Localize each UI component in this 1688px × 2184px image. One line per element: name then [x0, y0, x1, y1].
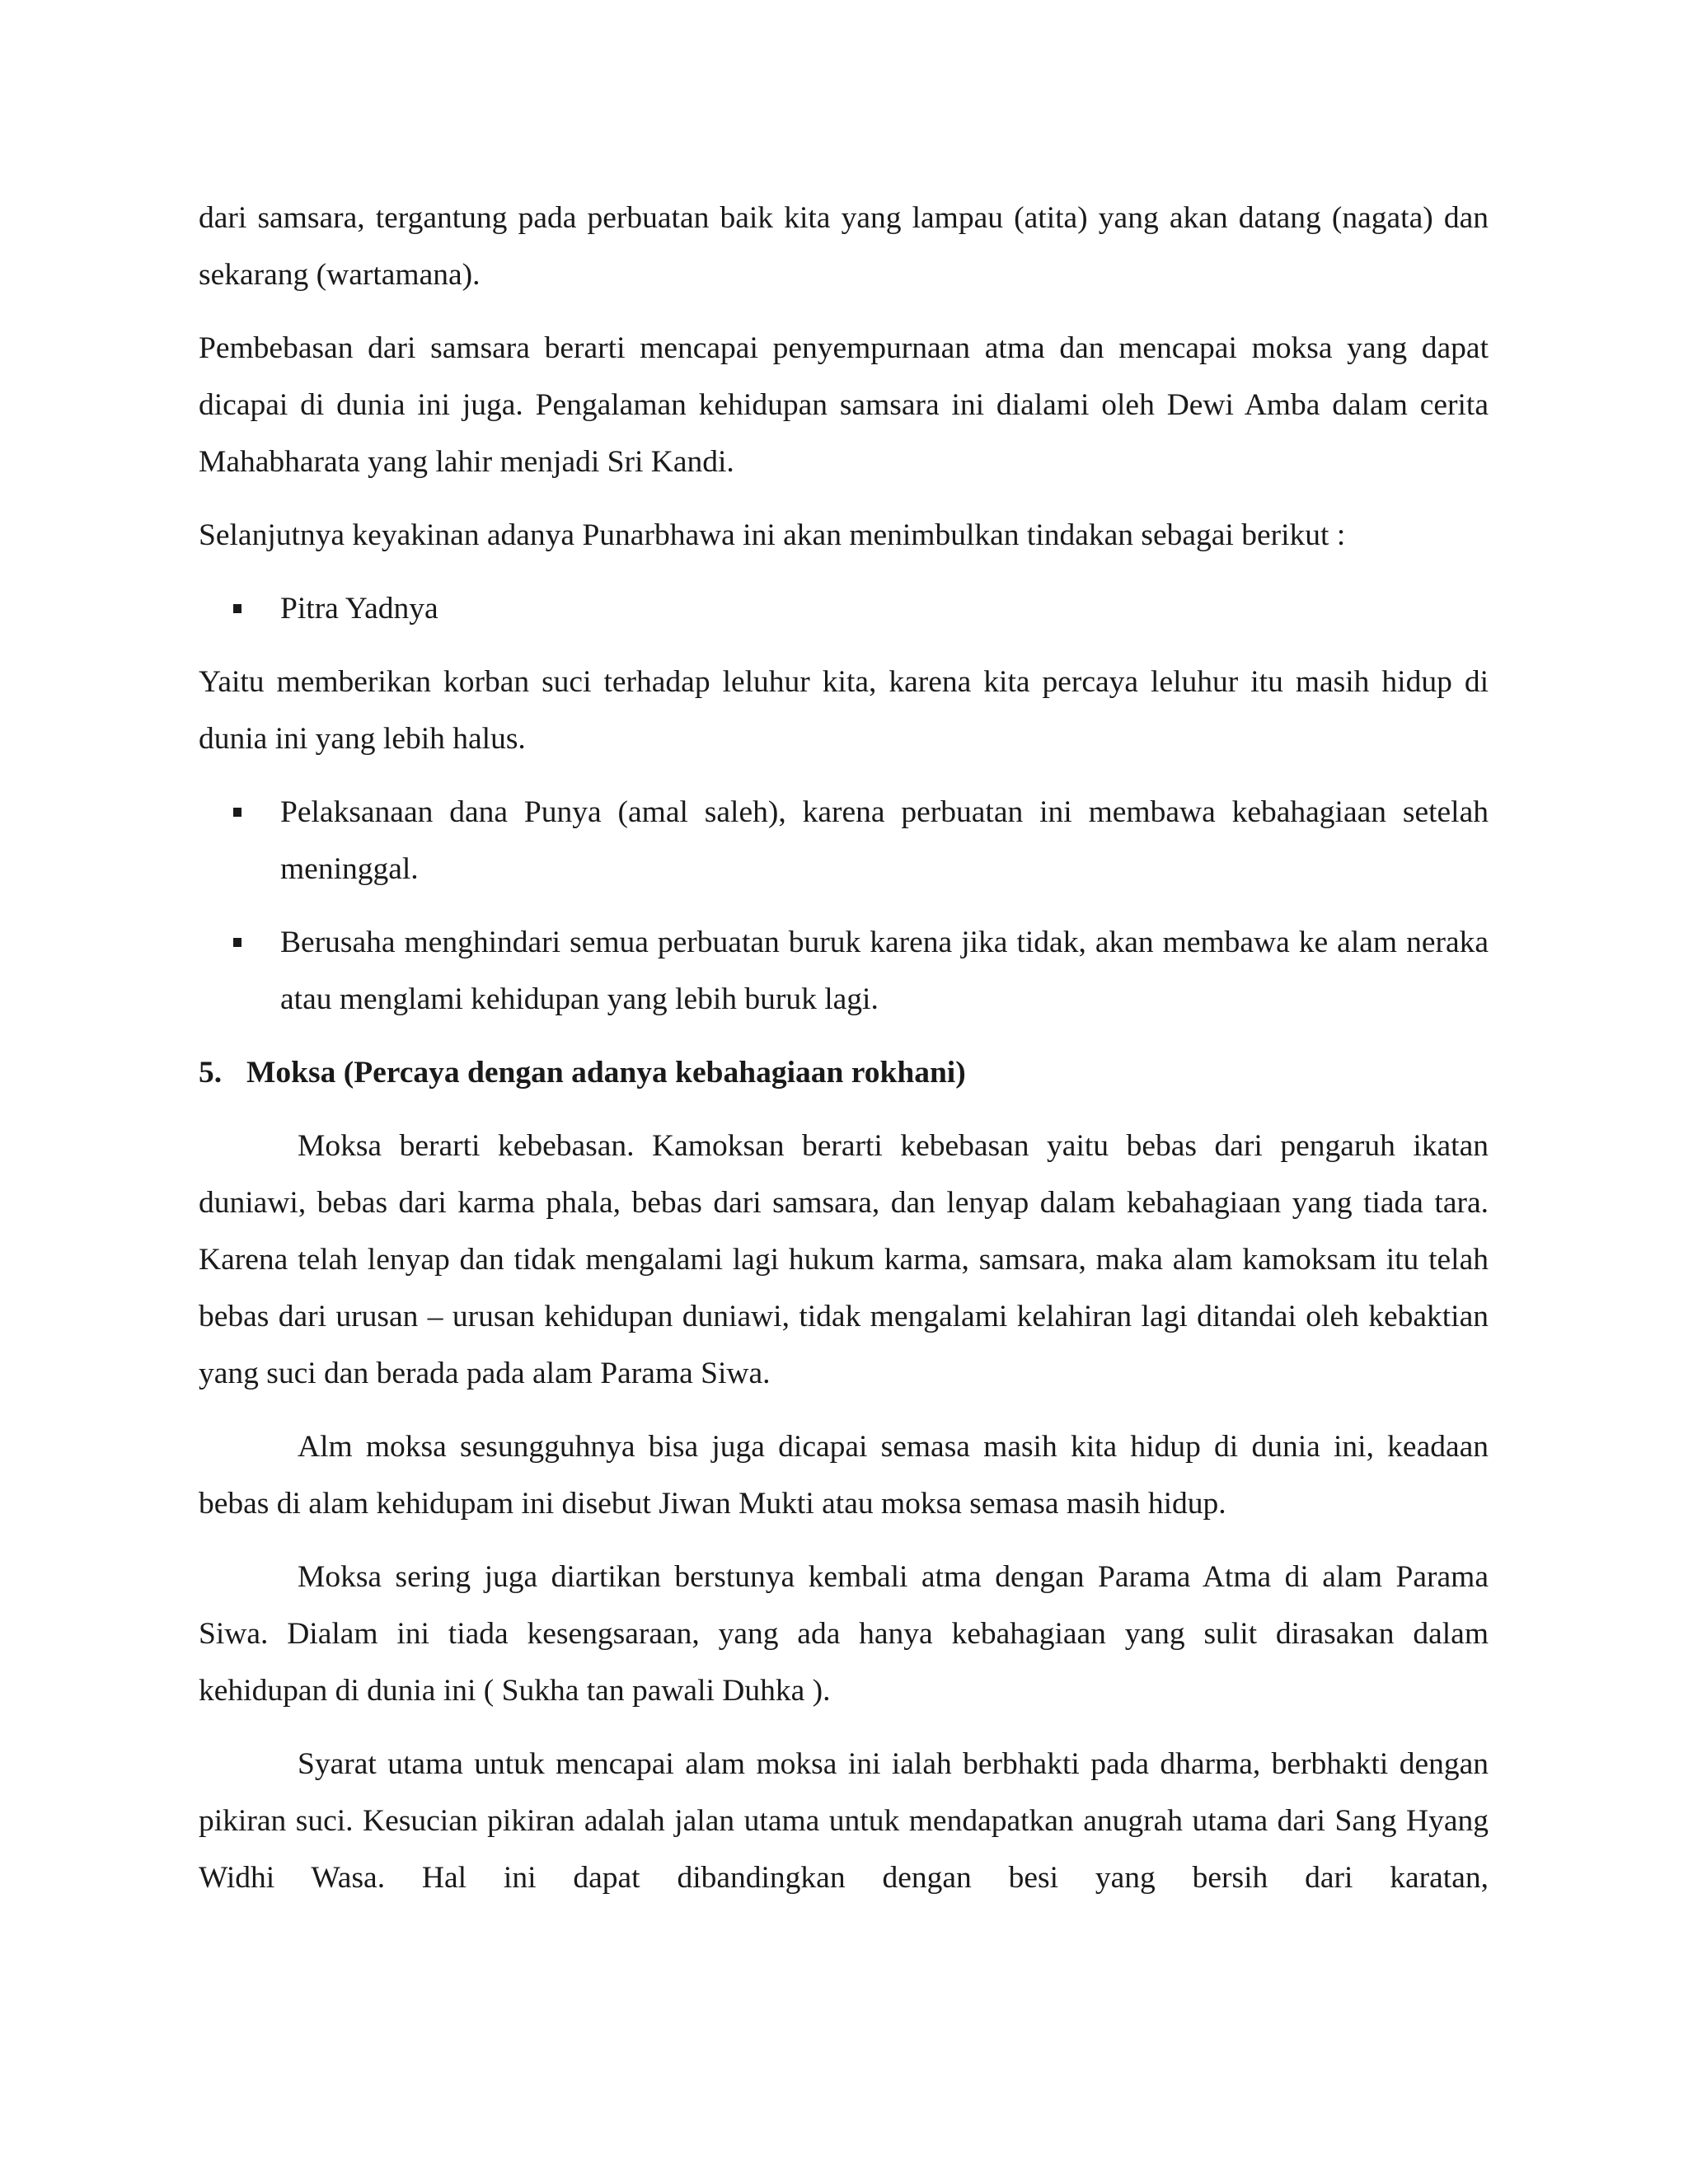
paragraph: Yaitu memberikan korban suci terhadap leluhur kita, karena kita percaya leluhur itu masih hidup di dunia ini yang lebih halus. — [199, 665, 1489, 756]
paragraph: Alm moksa sesungguhnya bisa juga dicapai semasa masih kita hidup di dunia ini, keadaan bebas di alam kehidupam ini disebut Jiwan Mukti atau moksa semasa masih hidup. — [199, 1430, 1489, 1521]
square-bullet-icon — [233, 808, 241, 817]
section-title: Moksa (Percaya dengan adanya kebahagiaan rokhani) — [246, 1056, 966, 1090]
paragraph: Moksa sering juga diartikan berstunya kembali atma dengan Parama Atma di alam Parama Siwa. Dialam ini tiada kesengsaraan, yang ada hanya kebahagiaan yang sulit dirasakan dalam kehidupan di dunia ini ( Sukha tan pawali Duhka ). — [199, 1560, 1489, 1708]
list-item — [199, 580, 1489, 637]
list-item-text: Pitra Yadnya — [280, 592, 438, 626]
square-bullet-icon — [233, 938, 241, 947]
square-bullet-icon — [233, 604, 241, 613]
paragraph: Syarat utama untuk mencapai alam moksa ini ialah berbhakti pada dharma, berbhakti dengan pikiran suci. Kesucian pikiran adalah jalan utama untuk mendapatkan anugrah utama dari Sang Hyang Widhi Wasa. Hal ini dapat dibandingkan dengan besi yang bersih dari karatan, — [199, 1747, 1489, 1895]
paragraph: Selanjutnya keyakinan adanya Punarbhawa ini akan menimbulkan tindakan sebagai berikut : — [199, 518, 1346, 552]
section-number: 5. — [199, 1056, 223, 1090]
document-body — [199, 190, 1489, 1923]
list-item — [199, 914, 1489, 1028]
paragraph: dari samsara, tergantung pada perbuatan baik kita yang lampau (atita) yang akan datang (nagata) dan sekarang (wartamana). — [199, 201, 1489, 292]
list-item — [199, 784, 1489, 898]
list-item-text: Pelaksanaan dana Punya (amal saleh), karena perbuatan ini membawa kebahagiaan setelah meninggal. — [280, 795, 1489, 886]
paragraph: Pembebasan dari samsara berarti mencapai penyempurnaan atma dan mencapai moksa yang dapat dicapai di dunia ini juga. Pengalaman kehidupan samsara ini dialami oleh Dewi Amba dalam cerita Mahabharata yang lahir menjadi Sri Kandi. — [199, 331, 1489, 479]
list-item-text: Berusaha menghindari semua perbuatan buruk karena jika tidak, akan membawa ke alam neraka atau menglami kehidupan yang lebih buruk lagi. — [280, 926, 1489, 1016]
paragraph: Moksa berarti kebebasan. Kamoksan berarti kebebasan yaitu bebas dari pengaruh ikatan duniawi, bebas dari karma phala, bebas dari samsara, dan lenyap dalam kebahagiaan yang tiada tara. Karena telah lenyap dan tidak mengalami lagi hukum karma, samsara, maka alam kamoksam itu telah bebas dari urusan – urusan kehidupan duniawi, tidak mengalami kelahiran lagi ditandai oleh kebaktian yang suci dan berada pada alam Parama Siwa. — [199, 1129, 1489, 1390]
section-heading — [199, 1044, 1489, 1101]
